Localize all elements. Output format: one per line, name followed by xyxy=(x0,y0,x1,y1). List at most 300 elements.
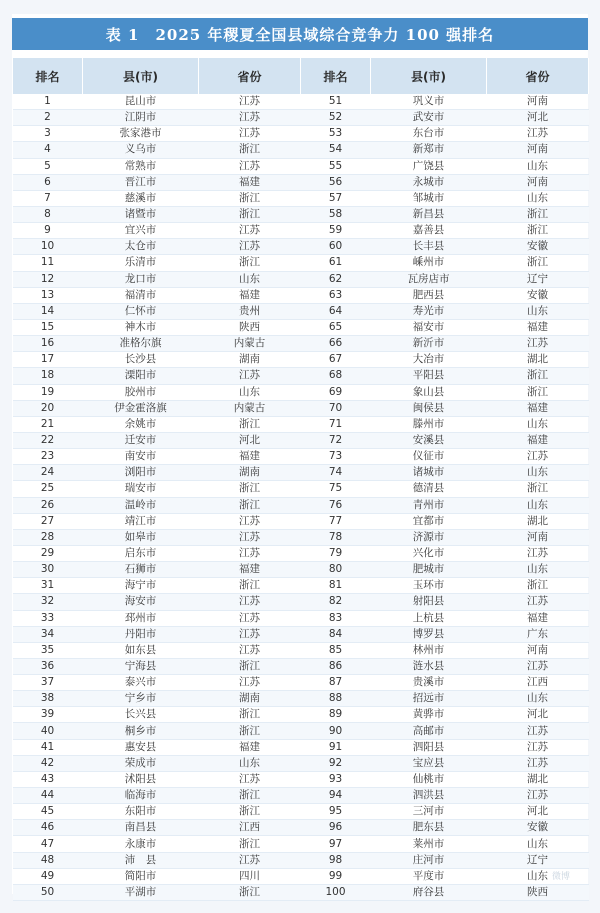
rank-cell: 24 xyxy=(13,465,83,481)
rank-cell: 93 xyxy=(301,771,371,787)
county-cell: 平湖市 xyxy=(83,884,199,900)
rank-cell: 90 xyxy=(301,723,371,739)
rank-cell: 37 xyxy=(13,675,83,691)
county-cell: 江阴市 xyxy=(83,110,199,126)
table-row xyxy=(13,206,589,222)
rank-cell: 33 xyxy=(13,610,83,626)
table-row xyxy=(13,771,589,787)
rank-cell: 52 xyxy=(301,110,371,126)
province-cell: 江苏 xyxy=(199,610,301,626)
county-cell: 长兴县 xyxy=(83,707,199,723)
table-row xyxy=(13,223,589,239)
rank-cell: 49 xyxy=(13,868,83,884)
province-cell: 江苏 xyxy=(199,852,301,868)
county-cell: 象山县 xyxy=(371,384,487,400)
county-cell: 余姚市 xyxy=(83,416,199,432)
rank-cell: 100 xyxy=(301,884,371,900)
rank-cell: 82 xyxy=(301,594,371,610)
province-cell: 福建 xyxy=(487,400,589,416)
county-cell: 泗洪县 xyxy=(371,788,487,804)
province-cell: 河北 xyxy=(487,804,589,820)
rank-cell: 63 xyxy=(301,287,371,303)
province-cell: 山东 xyxy=(487,497,589,513)
county-cell: 武安市 xyxy=(371,110,487,126)
rank-cell: 39 xyxy=(13,707,83,723)
county-cell: 海安市 xyxy=(83,594,199,610)
county-cell: 胶州市 xyxy=(83,384,199,400)
rank-cell: 35 xyxy=(13,642,83,658)
county-cell: 新郑市 xyxy=(371,142,487,158)
province-cell: 湖南 xyxy=(199,465,301,481)
county-cell: 丹阳市 xyxy=(83,626,199,642)
rank-cell: 6 xyxy=(13,174,83,190)
province-cell: 河北 xyxy=(487,707,589,723)
county-cell: 安溪县 xyxy=(371,432,487,448)
rank-cell: 79 xyxy=(301,545,371,561)
county-cell: 肥西县 xyxy=(371,287,487,303)
province-cell: 福建 xyxy=(199,449,301,465)
county-cell: 桐乡市 xyxy=(83,723,199,739)
county-cell: 新沂市 xyxy=(371,336,487,352)
rank-cell: 47 xyxy=(13,836,83,852)
county-cell: 滕州市 xyxy=(371,416,487,432)
rank-cell: 64 xyxy=(301,303,371,319)
province-cell: 贵州 xyxy=(199,303,301,319)
province-cell: 福建 xyxy=(199,739,301,755)
county-cell: 兴化市 xyxy=(371,545,487,561)
province-cell: 江苏 xyxy=(199,126,301,142)
rank-cell: 95 xyxy=(301,804,371,820)
county-cell: 黄骅市 xyxy=(371,707,487,723)
rank-cell: 10 xyxy=(13,239,83,255)
county-cell: 永康市 xyxy=(83,836,199,852)
rank-cell: 88 xyxy=(301,691,371,707)
rank-cell: 45 xyxy=(13,804,83,820)
county-cell: 晋江市 xyxy=(83,174,199,190)
rank-cell: 16 xyxy=(13,336,83,352)
header-province: 省份 xyxy=(487,58,589,94)
county-cell: 肥东县 xyxy=(371,820,487,836)
county-cell: 简阳市 xyxy=(83,868,199,884)
table-row xyxy=(13,562,589,578)
province-cell: 山东 xyxy=(487,691,589,707)
province-cell: 山东 xyxy=(487,416,589,432)
county-cell: 启东市 xyxy=(83,545,199,561)
county-cell: 浏阳市 xyxy=(83,465,199,481)
rank-cell: 80 xyxy=(301,562,371,578)
province-cell: 四川 xyxy=(199,868,301,884)
table-row xyxy=(13,513,589,529)
rank-cell: 67 xyxy=(301,352,371,368)
county-cell: 肥城市 xyxy=(371,562,487,578)
province-cell: 江苏 xyxy=(199,626,301,642)
province-cell: 浙江 xyxy=(199,190,301,206)
province-cell: 浙江 xyxy=(199,658,301,674)
county-cell: 宜都市 xyxy=(371,513,487,529)
county-cell: 招远市 xyxy=(371,691,487,707)
rank-cell: 31 xyxy=(13,578,83,594)
table-row xyxy=(13,174,589,190)
county-cell: 东台市 xyxy=(371,126,487,142)
rank-cell: 68 xyxy=(301,368,371,384)
province-cell: 浙江 xyxy=(199,804,301,820)
county-cell: 泗阳县 xyxy=(371,739,487,755)
county-cell: 射阳县 xyxy=(371,594,487,610)
rank-cell: 73 xyxy=(301,449,371,465)
province-cell: 江苏 xyxy=(487,545,589,561)
province-cell: 江苏 xyxy=(487,739,589,755)
province-cell: 江苏 xyxy=(199,675,301,691)
county-cell: 荣成市 xyxy=(83,755,199,771)
province-cell: 山东 xyxy=(487,158,589,174)
rank-cell: 54 xyxy=(301,142,371,158)
rank-cell: 44 xyxy=(13,788,83,804)
province-cell: 山东 xyxy=(199,755,301,771)
county-cell: 南安市 xyxy=(83,449,199,465)
table-row xyxy=(13,788,589,804)
rank-cell: 78 xyxy=(301,529,371,545)
rank-cell: 40 xyxy=(13,723,83,739)
table-row xyxy=(13,707,589,723)
province-cell: 浙江 xyxy=(487,206,589,222)
province-cell: 福建 xyxy=(487,319,589,335)
county-cell: 龙口市 xyxy=(83,271,199,287)
rank-cell: 1 xyxy=(13,94,83,110)
province-cell: 浙江 xyxy=(487,255,589,271)
county-cell: 张家港市 xyxy=(83,126,199,142)
rank-cell: 12 xyxy=(13,271,83,287)
ranking-table xyxy=(12,58,589,901)
rank-cell: 53 xyxy=(301,126,371,142)
county-cell: 瓦房店市 xyxy=(371,271,487,287)
county-cell: 如皋市 xyxy=(83,529,199,545)
county-cell: 沛 县 xyxy=(83,852,199,868)
province-cell: 江苏 xyxy=(487,658,589,674)
table-row xyxy=(13,319,589,335)
rank-cell: 55 xyxy=(301,158,371,174)
county-cell: 靖江市 xyxy=(83,513,199,529)
rank-cell: 13 xyxy=(13,287,83,303)
table-row xyxy=(13,804,589,820)
rank-cell: 34 xyxy=(13,626,83,642)
county-cell: 嵊州市 xyxy=(371,255,487,271)
rank-cell: 26 xyxy=(13,497,83,513)
county-cell: 贵溪市 xyxy=(371,675,487,691)
table-row xyxy=(13,545,589,561)
rank-cell: 5 xyxy=(13,158,83,174)
county-cell: 神木市 xyxy=(83,319,199,335)
county-cell: 临海市 xyxy=(83,788,199,804)
province-cell: 江西 xyxy=(199,820,301,836)
province-cell: 浙江 xyxy=(199,481,301,497)
province-cell: 山东 xyxy=(487,303,589,319)
rank-cell: 28 xyxy=(13,529,83,545)
rank-cell: 14 xyxy=(13,303,83,319)
province-cell: 浙江 xyxy=(199,723,301,739)
province-cell: 浙江 xyxy=(199,884,301,900)
rank-cell: 70 xyxy=(301,400,371,416)
county-cell: 林州市 xyxy=(371,642,487,658)
province-cell: 陕西 xyxy=(487,884,589,900)
rank-cell: 48 xyxy=(13,852,83,868)
rank-cell: 66 xyxy=(301,336,371,352)
rank-cell: 91 xyxy=(301,739,371,755)
rank-cell: 97 xyxy=(301,836,371,852)
table-row xyxy=(13,239,589,255)
rank-cell: 51 xyxy=(301,94,371,110)
rank-cell: 75 xyxy=(301,481,371,497)
table-row xyxy=(13,142,589,158)
county-cell: 诸城市 xyxy=(371,465,487,481)
province-cell: 江苏 xyxy=(199,110,301,126)
rank-cell: 96 xyxy=(301,820,371,836)
rank-cell: 69 xyxy=(301,384,371,400)
rank-cell: 20 xyxy=(13,400,83,416)
rank-cell: 21 xyxy=(13,416,83,432)
header-rank: 排名 xyxy=(13,58,83,94)
county-cell: 闽侯县 xyxy=(371,400,487,416)
province-cell: 山东 xyxy=(487,836,589,852)
table-row xyxy=(13,497,589,513)
table-row xyxy=(13,368,589,384)
county-cell: 宁海县 xyxy=(83,658,199,674)
province-cell: 浙江 xyxy=(487,481,589,497)
province-cell: 江苏 xyxy=(199,239,301,255)
rank-cell: 8 xyxy=(13,206,83,222)
table-row xyxy=(13,126,589,142)
rank-cell: 46 xyxy=(13,820,83,836)
county-cell: 巩义市 xyxy=(371,94,487,110)
province-cell: 江苏 xyxy=(487,594,589,610)
province-cell: 浙江 xyxy=(199,497,301,513)
province-cell: 福建 xyxy=(487,432,589,448)
rank-cell: 85 xyxy=(301,642,371,658)
rank-cell: 74 xyxy=(301,465,371,481)
table-row xyxy=(13,94,589,110)
table-row xyxy=(13,190,589,206)
province-cell: 浙江 xyxy=(199,836,301,852)
header-province: 省份 xyxy=(199,58,301,94)
table-body xyxy=(13,94,589,901)
county-cell: 太仓市 xyxy=(83,239,199,255)
county-cell: 庄河市 xyxy=(371,852,487,868)
rank-cell: 27 xyxy=(13,513,83,529)
rank-cell: 61 xyxy=(301,255,371,271)
table-row xyxy=(13,723,589,739)
rank-cell: 41 xyxy=(13,739,83,755)
rank-cell: 17 xyxy=(13,352,83,368)
county-cell: 伊金霍洛旗 xyxy=(83,400,199,416)
county-cell: 宝应县 xyxy=(371,755,487,771)
province-cell: 山东 xyxy=(199,384,301,400)
rank-cell: 86 xyxy=(301,658,371,674)
table-row xyxy=(13,658,589,674)
rank-cell: 50 xyxy=(13,884,83,900)
province-cell: 河南 xyxy=(487,142,589,158)
rank-cell: 62 xyxy=(301,271,371,287)
province-cell: 浙江 xyxy=(199,142,301,158)
table-row xyxy=(13,465,589,481)
watermark: 微博 xyxy=(551,872,570,882)
table-row xyxy=(13,336,589,352)
header-county: 县(市) xyxy=(83,58,199,94)
table-row xyxy=(13,852,589,868)
province-cell: 江苏 xyxy=(199,771,301,787)
county-cell: 海宁市 xyxy=(83,578,199,594)
province-cell: 河南 xyxy=(487,642,589,658)
rank-cell: 87 xyxy=(301,675,371,691)
county-cell: 高邮市 xyxy=(371,723,487,739)
table-row xyxy=(13,820,589,836)
province-cell: 河南 xyxy=(487,174,589,190)
county-cell: 宜兴市 xyxy=(83,223,199,239)
rank-cell: 65 xyxy=(301,319,371,335)
province-cell: 福建 xyxy=(199,562,301,578)
province-cell: 浙江 xyxy=(199,416,301,432)
rank-cell: 43 xyxy=(13,771,83,787)
rank-cell: 29 xyxy=(13,545,83,561)
county-cell: 仪征市 xyxy=(371,449,487,465)
header-rank: 排名 xyxy=(301,58,371,94)
table-row xyxy=(13,255,589,271)
province-cell: 江苏 xyxy=(199,94,301,110)
rank-cell: 4 xyxy=(13,142,83,158)
county-cell: 诸暨市 xyxy=(83,206,199,222)
county-cell: 福清市 xyxy=(83,287,199,303)
county-cell: 涟水县 xyxy=(371,658,487,674)
county-cell: 三河市 xyxy=(371,804,487,820)
province-cell: 内蒙古 xyxy=(199,400,301,416)
rank-cell: 19 xyxy=(13,384,83,400)
table-row xyxy=(13,594,589,610)
county-cell: 昆山市 xyxy=(83,94,199,110)
rank-cell: 89 xyxy=(301,707,371,723)
rank-cell: 94 xyxy=(301,788,371,804)
province-cell: 山东 xyxy=(487,190,589,206)
province-cell: 山东 xyxy=(487,465,589,481)
rank-cell: 71 xyxy=(301,416,371,432)
province-cell: 内蒙古 xyxy=(199,336,301,352)
province-cell: 浙江 xyxy=(199,578,301,594)
province-cell: 浙江 xyxy=(487,578,589,594)
county-cell: 宁乡市 xyxy=(83,691,199,707)
rank-cell: 3 xyxy=(13,126,83,142)
table-row xyxy=(13,287,589,303)
province-cell: 山东 xyxy=(487,868,589,884)
province-cell: 江苏 xyxy=(199,368,301,384)
province-cell: 安徽 xyxy=(487,820,589,836)
county-cell: 准格尔旗 xyxy=(83,336,199,352)
table-row xyxy=(13,384,589,400)
rank-cell: 38 xyxy=(13,691,83,707)
province-cell: 江苏 xyxy=(199,642,301,658)
province-cell: 福建 xyxy=(487,610,589,626)
rank-cell: 7 xyxy=(13,190,83,206)
county-cell: 邹城市 xyxy=(371,190,487,206)
table-row xyxy=(13,481,589,497)
county-cell: 溧阳市 xyxy=(83,368,199,384)
province-cell: 江苏 xyxy=(487,788,589,804)
province-cell: 浙江 xyxy=(487,368,589,384)
county-cell: 上杭县 xyxy=(371,610,487,626)
header-row xyxy=(13,58,589,94)
province-cell: 河北 xyxy=(199,432,301,448)
province-cell: 浙江 xyxy=(199,255,301,271)
rank-cell: 60 xyxy=(301,239,371,255)
county-cell: 府谷县 xyxy=(371,884,487,900)
province-cell: 浙江 xyxy=(487,223,589,239)
rank-cell: 84 xyxy=(301,626,371,642)
province-cell: 河北 xyxy=(487,110,589,126)
county-cell: 仙桃市 xyxy=(371,771,487,787)
province-cell: 湖南 xyxy=(199,691,301,707)
province-cell: 江苏 xyxy=(199,545,301,561)
province-cell: 江西 xyxy=(487,675,589,691)
rank-cell: 2 xyxy=(13,110,83,126)
county-cell: 沭阳县 xyxy=(83,771,199,787)
rank-cell: 57 xyxy=(301,190,371,206)
rank-cell: 56 xyxy=(301,174,371,190)
province-cell: 湖南 xyxy=(199,352,301,368)
county-cell: 东阳市 xyxy=(83,804,199,820)
province-cell: 河南 xyxy=(487,94,589,110)
province-cell: 安徽 xyxy=(487,287,589,303)
table-row xyxy=(13,529,589,545)
county-cell: 温岭市 xyxy=(83,497,199,513)
county-cell: 义乌市 xyxy=(83,142,199,158)
province-cell: 安徽 xyxy=(487,239,589,255)
province-cell: 江苏 xyxy=(487,449,589,465)
rank-cell: 77 xyxy=(301,513,371,529)
table-row xyxy=(13,836,589,852)
rank-cell: 9 xyxy=(13,223,83,239)
county-cell: 平阳县 xyxy=(371,368,487,384)
province-cell: 山东 xyxy=(487,562,589,578)
rank-cell: 42 xyxy=(13,755,83,771)
county-cell: 仁怀市 xyxy=(83,303,199,319)
province-cell: 江苏 xyxy=(487,126,589,142)
county-cell: 乐清市 xyxy=(83,255,199,271)
table-row xyxy=(13,449,589,465)
table-row xyxy=(13,755,589,771)
province-cell: 江苏 xyxy=(487,755,589,771)
county-cell: 大冶市 xyxy=(371,352,487,368)
document-page xyxy=(12,14,588,898)
county-cell: 邳州市 xyxy=(83,610,199,626)
table-row xyxy=(13,884,589,900)
province-cell: 江苏 xyxy=(199,594,301,610)
rank-cell: 76 xyxy=(301,497,371,513)
province-cell: 浙江 xyxy=(487,384,589,400)
rank-cell: 23 xyxy=(13,449,83,465)
province-cell: 河南 xyxy=(487,529,589,545)
province-cell: 广东 xyxy=(487,626,589,642)
county-cell: 济源市 xyxy=(371,529,487,545)
province-cell: 江苏 xyxy=(199,529,301,545)
rank-cell: 81 xyxy=(301,578,371,594)
rank-cell: 25 xyxy=(13,481,83,497)
table-row xyxy=(13,400,589,416)
province-cell: 江苏 xyxy=(487,723,589,739)
rank-cell: 30 xyxy=(13,562,83,578)
province-cell: 湖北 xyxy=(487,771,589,787)
county-cell: 广饶县 xyxy=(371,158,487,174)
rank-cell: 98 xyxy=(301,852,371,868)
rank-cell: 58 xyxy=(301,206,371,222)
table-row xyxy=(13,158,589,174)
rank-cell: 83 xyxy=(301,610,371,626)
table-row xyxy=(13,303,589,319)
